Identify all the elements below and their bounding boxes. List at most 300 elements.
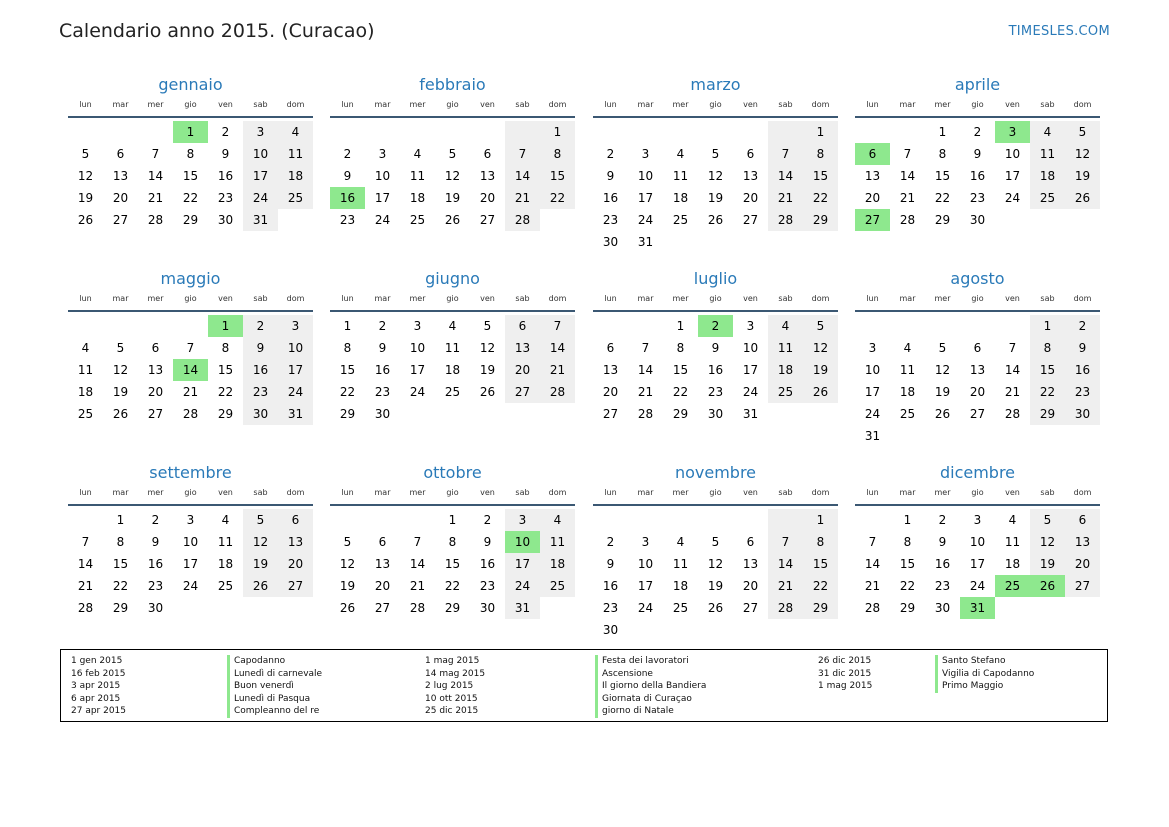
day-cell: 4 bbox=[221, 513, 230, 527]
empty-day bbox=[435, 121, 470, 143]
month-settembre bbox=[68, 462, 313, 619]
day-cell: 16 bbox=[479, 557, 496, 571]
day-cell: 6 bbox=[606, 341, 615, 355]
day-cell: 8 bbox=[1030, 337, 1065, 359]
weekday-label: lun bbox=[79, 488, 92, 497]
month-name: gennaio bbox=[158, 75, 223, 94]
day-cell: 25 bbox=[278, 187, 313, 209]
header-divider bbox=[593, 310, 838, 312]
weekday-label: ven bbox=[218, 294, 233, 303]
empty-day bbox=[173, 315, 208, 337]
day-cell: 10 bbox=[505, 531, 540, 553]
day-cell: 3 bbox=[505, 509, 540, 531]
weekday-label: mer bbox=[147, 294, 164, 303]
holiday-legend bbox=[60, 649, 1108, 722]
day-cell: 16 bbox=[147, 557, 164, 571]
day-cell: 1 bbox=[938, 125, 947, 139]
day-cell: 31 bbox=[742, 407, 759, 421]
day-cell: 2 bbox=[378, 319, 387, 333]
empty-day bbox=[995, 597, 1030, 619]
day-cell: 2 bbox=[1065, 315, 1100, 337]
day-cell: 30 bbox=[602, 623, 619, 637]
day-cell: 10 bbox=[278, 337, 313, 359]
week-row bbox=[593, 143, 838, 165]
day-cell: 16 bbox=[330, 187, 365, 209]
holiday-name: Lunedì di carnevale bbox=[227, 668, 322, 681]
day-cell: 13 bbox=[969, 363, 986, 377]
day-cell: 26 bbox=[934, 407, 951, 421]
month-ottobre bbox=[330, 462, 575, 619]
day-cell: 5 bbox=[938, 341, 947, 355]
day-cell: 19 bbox=[444, 191, 461, 205]
weekday-label: gio bbox=[709, 100, 722, 109]
day-cell: 22 bbox=[217, 385, 234, 399]
day-cell: 27 bbox=[1065, 575, 1100, 597]
empty-day bbox=[593, 509, 628, 531]
weekday-header bbox=[855, 486, 1100, 504]
week-row bbox=[855, 575, 1100, 597]
day-cell: 20 bbox=[1065, 553, 1100, 575]
day-cell: 12 bbox=[339, 557, 356, 571]
day-cell: 13 bbox=[278, 531, 313, 553]
week-row bbox=[855, 381, 1100, 403]
day-cell: 8 bbox=[676, 341, 685, 355]
day-cell: 14 bbox=[409, 557, 426, 571]
day-cell: 12 bbox=[77, 169, 94, 183]
weekday-label: ven bbox=[218, 488, 233, 497]
day-cell: 13 bbox=[479, 169, 496, 183]
empty-day bbox=[663, 509, 698, 531]
week-row bbox=[593, 381, 838, 403]
week-row bbox=[330, 209, 575, 231]
month-aprile bbox=[855, 74, 1100, 231]
site-link[interactable]: TIMESLES.COM bbox=[1008, 24, 1110, 39]
day-cell: 15 bbox=[217, 363, 234, 377]
weekday-label: mer bbox=[672, 100, 689, 109]
day-cell: 30 bbox=[479, 601, 496, 615]
day-cell: 8 bbox=[116, 535, 125, 549]
week-row bbox=[330, 315, 575, 337]
empty-day bbox=[1065, 425, 1100, 447]
day-cell: 14 bbox=[637, 363, 654, 377]
day-cell: 9 bbox=[1065, 337, 1100, 359]
day-cell: 8 bbox=[186, 147, 195, 161]
day-cell: 3 bbox=[995, 121, 1030, 143]
day-cell: 19 bbox=[707, 191, 724, 205]
header-divider bbox=[593, 504, 838, 506]
day-cell: 17 bbox=[969, 557, 986, 571]
empty-day bbox=[103, 315, 138, 337]
weekday-label: mar bbox=[637, 488, 654, 497]
day-cell: 9 bbox=[973, 147, 982, 161]
day-cell: 2 bbox=[483, 513, 492, 527]
day-cell: 29 bbox=[182, 213, 199, 227]
day-cell: 24 bbox=[182, 579, 199, 593]
day-cell: 9 bbox=[938, 535, 947, 549]
weekday-header bbox=[855, 98, 1100, 116]
weekday-label: mer bbox=[147, 100, 164, 109]
day-cell: 29 bbox=[217, 407, 234, 421]
week-row bbox=[330, 381, 575, 403]
empty-day bbox=[505, 121, 540, 143]
day-cell: 27 bbox=[855, 209, 890, 231]
empty-day bbox=[960, 315, 995, 337]
weekday-label: lun bbox=[341, 100, 354, 109]
empty-day bbox=[925, 315, 960, 337]
day-cell: 16 bbox=[374, 363, 391, 377]
empty-day bbox=[628, 509, 663, 531]
weekday-label: ven bbox=[1005, 488, 1020, 497]
day-cell: 14 bbox=[540, 337, 575, 359]
weekday-label: mer bbox=[147, 488, 164, 497]
day-cell: 21 bbox=[409, 579, 426, 593]
day-cell: 29 bbox=[899, 601, 916, 615]
day-cell: 3 bbox=[243, 121, 278, 143]
weekday-label: gio bbox=[971, 488, 984, 497]
week-row bbox=[68, 381, 313, 403]
weekday-label: sab bbox=[1040, 488, 1055, 497]
day-cell: 24 bbox=[1004, 191, 1021, 205]
week-row bbox=[330, 187, 575, 209]
weekday-label: ven bbox=[743, 100, 758, 109]
empty-day bbox=[698, 121, 733, 143]
day-cell: 14 bbox=[768, 165, 803, 187]
weekday-label: ven bbox=[1005, 294, 1020, 303]
day-cell: 26 bbox=[479, 385, 496, 399]
day-cell: 7 bbox=[903, 147, 912, 161]
day-cell: 7 bbox=[868, 535, 877, 549]
day-cell: 17 bbox=[243, 165, 278, 187]
empty-day bbox=[1030, 425, 1065, 447]
day-cell: 16 bbox=[707, 363, 724, 377]
empty-day bbox=[698, 509, 733, 531]
day-cell: 12 bbox=[1030, 531, 1065, 553]
day-cell: 4 bbox=[540, 509, 575, 531]
week-row bbox=[593, 209, 838, 231]
day-cell: 24 bbox=[637, 213, 654, 227]
empty-day bbox=[505, 403, 540, 425]
empty-day bbox=[470, 121, 505, 143]
holiday-date: 10 ott 2015 bbox=[425, 693, 478, 704]
holiday-date: 27 apr 2015 bbox=[71, 706, 127, 716]
weekday-header bbox=[68, 98, 313, 116]
week-row bbox=[855, 337, 1100, 359]
week-row bbox=[330, 337, 575, 359]
weekday-header bbox=[855, 292, 1100, 310]
day-cell: 4 bbox=[413, 147, 422, 161]
day-cell: 7 bbox=[768, 143, 803, 165]
weekday-header bbox=[330, 486, 575, 504]
day-cell: 19 bbox=[339, 579, 356, 593]
day-cell: 25 bbox=[540, 575, 575, 597]
weekday-label: dom bbox=[1073, 100, 1092, 109]
day-cell: 23 bbox=[1065, 381, 1100, 403]
week-row bbox=[593, 187, 838, 209]
day-cell: 28 bbox=[864, 601, 881, 615]
day-cell: 21 bbox=[182, 385, 199, 399]
empty-day bbox=[803, 619, 838, 641]
day-cell: 20 bbox=[742, 579, 759, 593]
empty-day bbox=[960, 425, 995, 447]
day-cell: 17 bbox=[182, 557, 199, 571]
empty-day bbox=[400, 509, 435, 531]
day-cell: 15 bbox=[112, 557, 129, 571]
day-cell: 11 bbox=[672, 169, 689, 183]
holiday-date: 3 apr 2015 bbox=[71, 681, 121, 691]
day-cell: 24 bbox=[742, 385, 759, 399]
day-cell: 29 bbox=[1030, 403, 1065, 425]
weekday-label: mer bbox=[672, 488, 689, 497]
empty-day bbox=[435, 403, 470, 425]
empty-day bbox=[330, 509, 365, 531]
weekday-label: mar bbox=[899, 488, 916, 497]
day-cell: 28 bbox=[147, 213, 164, 227]
day-cell: 11 bbox=[77, 363, 94, 377]
empty-day bbox=[628, 619, 663, 641]
weekday-label: sab bbox=[515, 100, 530, 109]
day-cell: 2 bbox=[973, 125, 982, 139]
day-cell: 30 bbox=[243, 403, 278, 425]
day-cell: 13 bbox=[505, 337, 540, 359]
day-cell: 29 bbox=[339, 407, 356, 421]
week-row bbox=[855, 187, 1100, 209]
empty-day bbox=[1065, 597, 1100, 619]
week-row bbox=[855, 143, 1100, 165]
week-row bbox=[855, 359, 1100, 381]
day-cell: 14 bbox=[147, 169, 164, 183]
weekday-label: mar bbox=[374, 294, 391, 303]
day-cell: 28 bbox=[182, 407, 199, 421]
day-cell: 25 bbox=[409, 213, 426, 227]
day-cell: 10 bbox=[742, 341, 759, 355]
day-cell: 6 bbox=[151, 341, 160, 355]
day-cell: 27 bbox=[742, 601, 759, 615]
day-cell: 18 bbox=[672, 579, 689, 593]
day-cell: 26 bbox=[707, 213, 724, 227]
holiday-name: Giornata di Curaçao bbox=[595, 693, 706, 706]
week-row bbox=[330, 143, 575, 165]
weekday-label: gio bbox=[184, 100, 197, 109]
weekday-label: dom bbox=[548, 294, 567, 303]
empty-day bbox=[1030, 597, 1065, 619]
day-cell: 29 bbox=[803, 209, 838, 231]
day-cell: 25 bbox=[995, 575, 1030, 597]
month-dicembre bbox=[855, 462, 1100, 619]
day-cell: 5 bbox=[483, 319, 492, 333]
empty-day bbox=[278, 209, 313, 231]
day-cell: 25 bbox=[444, 385, 461, 399]
holiday-date: 1 mag 2015 bbox=[425, 656, 480, 666]
day-cell: 3 bbox=[973, 513, 982, 527]
day-cell: 9 bbox=[711, 341, 720, 355]
holiday-date: 25 dic 2015 bbox=[425, 706, 479, 716]
day-cell: 1 bbox=[208, 315, 243, 337]
month-luglio bbox=[593, 268, 838, 425]
weekday-label: lun bbox=[604, 294, 617, 303]
day-cell: 18 bbox=[278, 165, 313, 187]
day-cell: 8 bbox=[938, 147, 947, 161]
day-cell: 21 bbox=[77, 579, 94, 593]
weekday-label: gio bbox=[184, 488, 197, 497]
empty-day bbox=[698, 619, 733, 641]
day-cell: 6 bbox=[973, 341, 982, 355]
day-cell: 9 bbox=[243, 337, 278, 359]
weekday-label: mer bbox=[934, 100, 951, 109]
weekday-header bbox=[330, 98, 575, 116]
day-cell: 17 bbox=[278, 359, 313, 381]
day-cell: 19 bbox=[934, 385, 951, 399]
day-cell: 16 bbox=[602, 579, 619, 593]
week-row bbox=[330, 553, 575, 575]
weekday-header bbox=[593, 98, 838, 116]
legend-names-col-3 bbox=[935, 655, 1034, 693]
day-cell: 21 bbox=[768, 187, 803, 209]
day-cell: 2 bbox=[221, 125, 230, 139]
month-gennaio bbox=[68, 74, 313, 231]
day-cell: 8 bbox=[540, 143, 575, 165]
week-row bbox=[68, 209, 313, 231]
day-cell: 18 bbox=[899, 385, 916, 399]
day-cell: 19 bbox=[803, 359, 838, 381]
empty-day bbox=[890, 315, 925, 337]
month-name: dicembre bbox=[939, 463, 1016, 482]
day-cell: 14 bbox=[1004, 363, 1021, 377]
week-row bbox=[593, 231, 838, 253]
day-cell: 21 bbox=[768, 575, 803, 597]
day-cell: 22 bbox=[803, 187, 838, 209]
day-cell: 5 bbox=[81, 147, 90, 161]
day-cell: 3 bbox=[868, 341, 877, 355]
week-row bbox=[593, 337, 838, 359]
day-cell: 27 bbox=[479, 213, 496, 227]
day-cell: 17 bbox=[409, 363, 426, 377]
day-cell: 15 bbox=[1030, 359, 1065, 381]
day-cell: 22 bbox=[540, 187, 575, 209]
day-cell: 22 bbox=[934, 191, 951, 205]
month-name: settembre bbox=[149, 463, 232, 482]
weekday-label: mer bbox=[409, 294, 426, 303]
day-cell: 22 bbox=[899, 579, 916, 593]
day-cell: 29 bbox=[112, 601, 129, 615]
day-cell: 15 bbox=[444, 557, 461, 571]
day-cell: 6 bbox=[505, 315, 540, 337]
day-cell: 13 bbox=[742, 169, 759, 183]
day-cell: 3 bbox=[378, 147, 387, 161]
empty-day bbox=[1030, 209, 1065, 231]
month-name: agosto bbox=[950, 269, 1005, 288]
header-divider bbox=[68, 116, 313, 118]
day-cell: 31 bbox=[864, 429, 881, 443]
day-cell: 1 bbox=[448, 513, 457, 527]
day-cell: 16 bbox=[243, 359, 278, 381]
empty-day bbox=[733, 121, 768, 143]
weekday-label: sab bbox=[253, 294, 268, 303]
empty-day bbox=[803, 231, 838, 253]
day-cell: 14 bbox=[77, 557, 94, 571]
month-name: ottobre bbox=[423, 463, 482, 482]
day-cell: 17 bbox=[505, 553, 540, 575]
header-divider bbox=[68, 310, 313, 312]
day-cell: 17 bbox=[374, 191, 391, 205]
day-cell: 6 bbox=[278, 509, 313, 531]
weekday-label: gio bbox=[971, 294, 984, 303]
day-cell: 18 bbox=[672, 191, 689, 205]
weekday-header bbox=[68, 486, 313, 504]
day-cell: 23 bbox=[479, 579, 496, 593]
weekday-label: sab bbox=[778, 488, 793, 497]
empty-day bbox=[663, 619, 698, 641]
day-cell: 20 bbox=[479, 191, 496, 205]
day-cell: 26 bbox=[1065, 187, 1100, 209]
day-cell: 6 bbox=[746, 147, 755, 161]
header-divider bbox=[330, 116, 575, 118]
legend-names-col-1 bbox=[227, 655, 322, 718]
day-cell: 25 bbox=[899, 407, 916, 421]
weekday-label: gio bbox=[709, 488, 722, 497]
day-cell: 19 bbox=[77, 191, 94, 205]
day-cell: 26 bbox=[1030, 575, 1065, 597]
weekday-label: lun bbox=[341, 488, 354, 497]
day-cell: 29 bbox=[934, 213, 951, 227]
day-cell: 22 bbox=[1030, 381, 1065, 403]
weekday-label: sab bbox=[778, 100, 793, 109]
day-cell: 21 bbox=[899, 191, 916, 205]
weekday-label: sab bbox=[253, 100, 268, 109]
day-cell: 24 bbox=[243, 187, 278, 209]
weekday-label: sab bbox=[515, 294, 530, 303]
day-cell: 3 bbox=[278, 315, 313, 337]
weekday-label: ven bbox=[743, 488, 758, 497]
week-row bbox=[593, 619, 838, 641]
day-cell: 20 bbox=[278, 553, 313, 575]
day-cell: 27 bbox=[969, 407, 986, 421]
week-row bbox=[68, 165, 313, 187]
day-cell: 11 bbox=[899, 363, 916, 377]
empty-day bbox=[68, 121, 103, 143]
empty-day bbox=[173, 597, 208, 619]
day-cell: 30 bbox=[374, 407, 391, 421]
day-cell: 5 bbox=[448, 147, 457, 161]
empty-day bbox=[243, 597, 278, 619]
empty-day bbox=[278, 597, 313, 619]
holiday-date: 26 dic 2015 bbox=[818, 656, 872, 666]
day-cell: 24 bbox=[409, 385, 426, 399]
day-cell: 18 bbox=[444, 363, 461, 377]
header-divider bbox=[855, 310, 1100, 312]
weekday-label: mer bbox=[934, 294, 951, 303]
month-name: febbraio bbox=[419, 75, 486, 94]
day-cell: 30 bbox=[707, 407, 724, 421]
day-cell: 23 bbox=[243, 381, 278, 403]
empty-day bbox=[768, 509, 803, 531]
day-cell: 21 bbox=[864, 579, 881, 593]
weekday-label: lun bbox=[79, 100, 92, 109]
day-cell: 16 bbox=[934, 557, 951, 571]
day-cell: 7 bbox=[186, 341, 195, 355]
day-cell: 12 bbox=[112, 363, 129, 377]
holiday-name: Compleanno del re bbox=[227, 705, 322, 718]
holiday-name: Santo Stefano bbox=[935, 655, 1034, 668]
day-cell: 5 bbox=[1065, 121, 1100, 143]
day-cell: 24 bbox=[637, 601, 654, 615]
weekday-label: ven bbox=[218, 100, 233, 109]
day-cell: 3 bbox=[746, 319, 755, 333]
week-row bbox=[593, 531, 838, 553]
day-cell: 26 bbox=[803, 381, 838, 403]
month-name: giugno bbox=[425, 269, 480, 288]
weekday-label: lun bbox=[604, 100, 617, 109]
empty-day bbox=[330, 121, 365, 143]
